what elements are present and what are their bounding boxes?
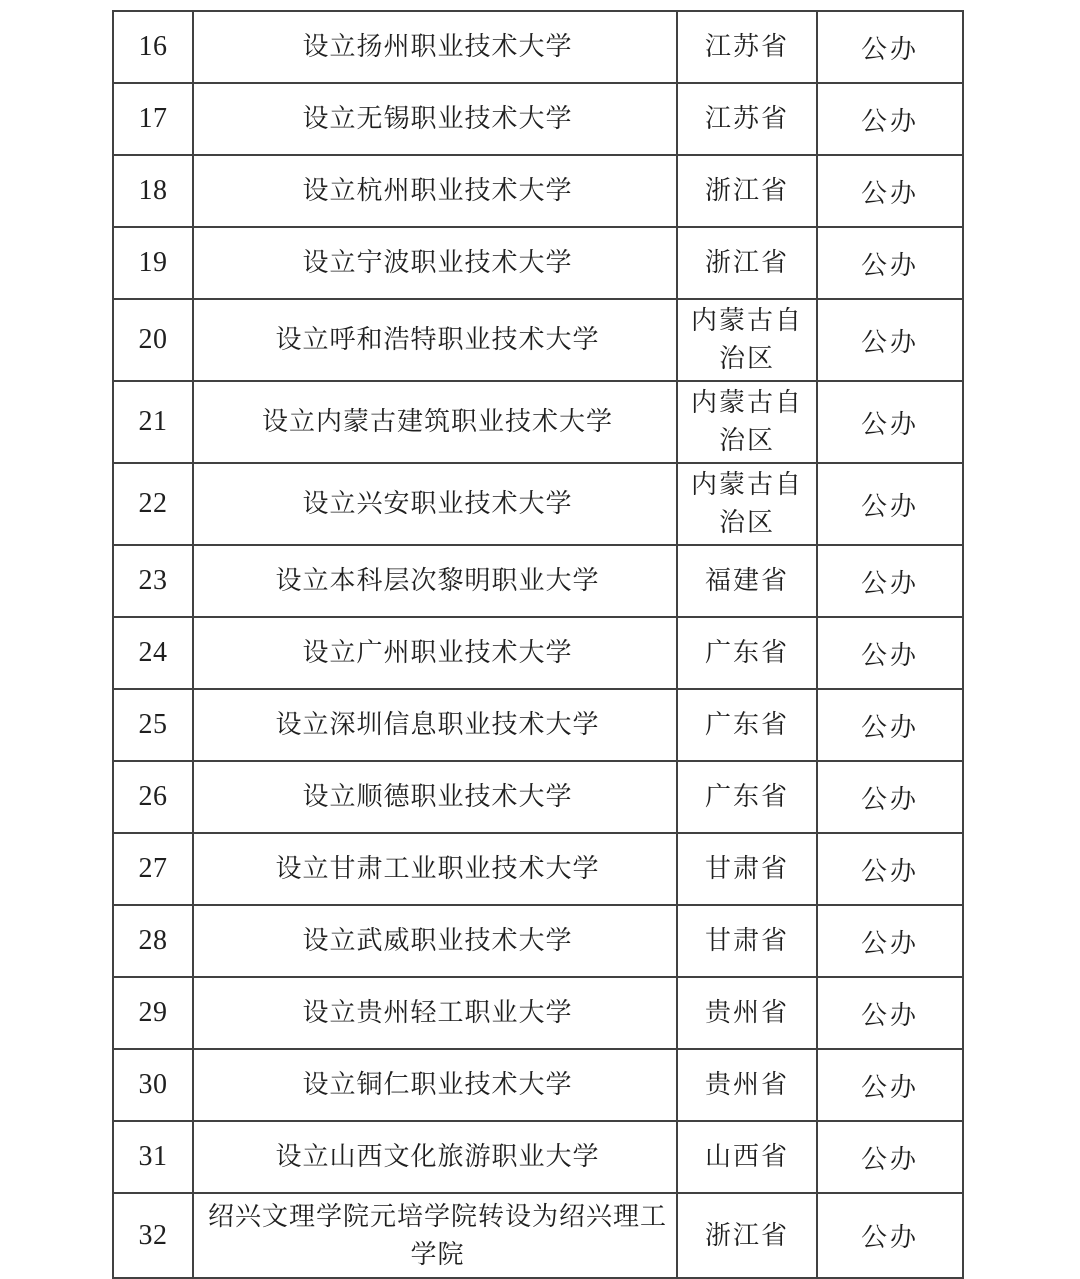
institution-name-cell: 设立广州职业技术大学 bbox=[193, 617, 677, 689]
table-row bbox=[113, 381, 963, 463]
row-number-cell: 24 bbox=[113, 617, 193, 689]
row-number-cell: 21 bbox=[113, 381, 193, 463]
table-row bbox=[113, 1049, 963, 1121]
table-row bbox=[113, 299, 963, 381]
approval-table bbox=[112, 10, 964, 1279]
province-cell: 福建省 bbox=[677, 545, 817, 617]
row-number-cell: 23 bbox=[113, 545, 193, 617]
institution-name-cell: 设立甘肃工业职业技术大学 bbox=[193, 833, 677, 905]
school-type-cell: 公办 bbox=[817, 761, 963, 833]
school-type-cell: 公办 bbox=[817, 299, 963, 381]
school-type-cell: 公办 bbox=[817, 227, 963, 299]
school-type-cell: 公办 bbox=[817, 689, 963, 761]
table-row bbox=[113, 761, 963, 833]
province-cell: 甘肃省 bbox=[677, 833, 817, 905]
institution-name-cell: 设立兴安职业技术大学 bbox=[193, 463, 677, 545]
province-cell: 广东省 bbox=[677, 689, 817, 761]
institution-name-cell: 设立宁波职业技术大学 bbox=[193, 227, 677, 299]
school-type-cell: 公办 bbox=[817, 155, 963, 227]
table-row bbox=[113, 689, 963, 761]
province-cell: 广东省 bbox=[677, 761, 817, 833]
province-cell: 内蒙古自治区 bbox=[677, 299, 817, 381]
table-body bbox=[113, 11, 963, 1278]
province-cell: 浙江省 bbox=[677, 155, 817, 227]
institution-name-cell: 设立杭州职业技术大学 bbox=[193, 155, 677, 227]
province-cell: 贵州省 bbox=[677, 977, 817, 1049]
row-number-cell: 19 bbox=[113, 227, 193, 299]
school-type-cell: 公办 bbox=[817, 1049, 963, 1121]
table-row bbox=[113, 463, 963, 545]
table-row bbox=[113, 11, 963, 83]
province-cell: 江苏省 bbox=[677, 83, 817, 155]
institution-name-cell: 设立顺德职业技术大学 bbox=[193, 761, 677, 833]
institution-name-cell: 设立铜仁职业技术大学 bbox=[193, 1049, 677, 1121]
province-cell: 山西省 bbox=[677, 1121, 817, 1193]
row-number-cell: 28 bbox=[113, 905, 193, 977]
row-number-cell: 25 bbox=[113, 689, 193, 761]
school-type-cell: 公办 bbox=[817, 1193, 963, 1278]
school-type-cell: 公办 bbox=[817, 977, 963, 1049]
institution-name-cell: 设立无锡职业技术大学 bbox=[193, 83, 677, 155]
row-number-cell: 18 bbox=[113, 155, 193, 227]
school-type-cell: 公办 bbox=[817, 833, 963, 905]
table-row bbox=[113, 833, 963, 905]
row-number-cell: 26 bbox=[113, 761, 193, 833]
school-type-cell: 公办 bbox=[817, 11, 963, 83]
school-type-cell: 公办 bbox=[817, 83, 963, 155]
institution-name-cell: 设立武威职业技术大学 bbox=[193, 905, 677, 977]
row-number-cell: 16 bbox=[113, 11, 193, 83]
province-cell: 浙江省 bbox=[677, 1193, 817, 1278]
school-type-cell: 公办 bbox=[817, 905, 963, 977]
province-cell: 内蒙古自治区 bbox=[677, 463, 817, 545]
table-row bbox=[113, 545, 963, 617]
table-row bbox=[113, 1193, 963, 1278]
table-row bbox=[113, 1121, 963, 1193]
row-number-cell: 31 bbox=[113, 1121, 193, 1193]
table-row bbox=[113, 977, 963, 1049]
row-number-cell: 27 bbox=[113, 833, 193, 905]
institution-name-cell: 设立贵州轻工职业大学 bbox=[193, 977, 677, 1049]
province-cell: 江苏省 bbox=[677, 11, 817, 83]
province-cell: 广东省 bbox=[677, 617, 817, 689]
row-number-cell: 30 bbox=[113, 1049, 193, 1121]
row-number-cell: 17 bbox=[113, 83, 193, 155]
institution-name-cell: 设立深圳信息职业技术大学 bbox=[193, 689, 677, 761]
table-row bbox=[113, 227, 963, 299]
school-type-cell: 公办 bbox=[817, 617, 963, 689]
table-row bbox=[113, 83, 963, 155]
row-number-cell: 29 bbox=[113, 977, 193, 1049]
school-type-cell: 公办 bbox=[817, 545, 963, 617]
table-row bbox=[113, 617, 963, 689]
institution-name-cell: 设立内蒙古建筑职业技术大学 bbox=[193, 381, 677, 463]
institution-name-cell: 设立山西文化旅游职业大学 bbox=[193, 1121, 677, 1193]
institution-name-cell: 设立本科层次黎明职业大学 bbox=[193, 545, 677, 617]
province-cell: 浙江省 bbox=[677, 227, 817, 299]
school-type-cell: 公办 bbox=[817, 381, 963, 463]
row-number-cell: 22 bbox=[113, 463, 193, 545]
province-cell: 内蒙古自治区 bbox=[677, 381, 817, 463]
row-number-cell: 20 bbox=[113, 299, 193, 381]
table-row bbox=[113, 905, 963, 977]
institution-name-cell: 设立呼和浩特职业技术大学 bbox=[193, 299, 677, 381]
province-cell: 贵州省 bbox=[677, 1049, 817, 1121]
document-page bbox=[112, 10, 964, 1279]
row-number-cell: 32 bbox=[113, 1193, 193, 1278]
institution-name-cell: 设立扬州职业技术大学 bbox=[193, 11, 677, 83]
province-cell: 甘肃省 bbox=[677, 905, 817, 977]
institution-name-cell: 绍兴文理学院元培学院转设为绍兴理工学院 bbox=[193, 1193, 677, 1278]
school-type-cell: 公办 bbox=[817, 1121, 963, 1193]
table-row bbox=[113, 155, 963, 227]
school-type-cell: 公办 bbox=[817, 463, 963, 545]
